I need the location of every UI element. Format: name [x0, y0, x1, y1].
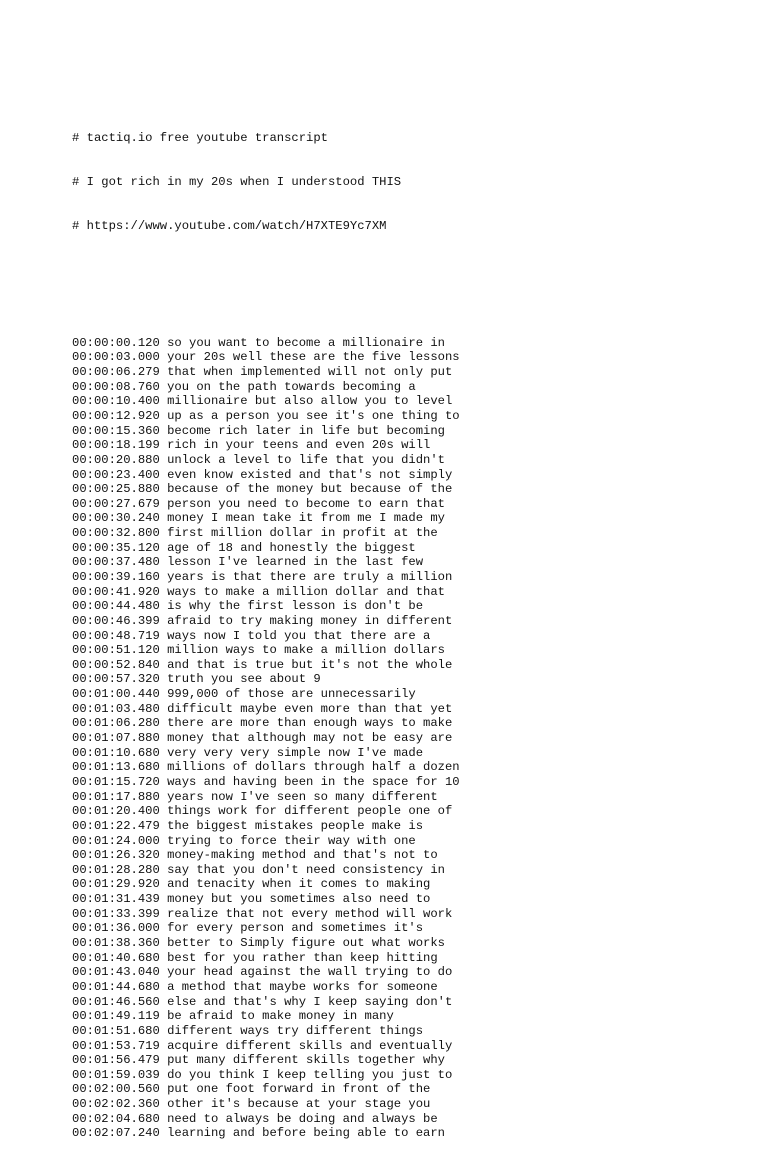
caption-text: do you think I keep telling you just to [167, 1067, 453, 1082]
timestamp: 00:01:10.680 [72, 745, 160, 760]
transcript-line [72, 643, 712, 658]
transcript-line [72, 394, 712, 409]
timestamp: 00:01:13.680 [72, 760, 160, 775]
transcript-body [72, 336, 712, 1141]
caption-text: become rich later in life but becoming [167, 423, 445, 438]
caption-text: money-making method and that's not to [167, 848, 438, 863]
transcript-header [72, 101, 712, 262]
caption-text: age of 18 and honestly the biggest [167, 540, 416, 555]
timestamp: 00:00:20.880 [72, 452, 160, 467]
caption-text: your 20s well these are the five lessons [167, 350, 460, 365]
caption-text: and tenacity when it comes to making [167, 877, 431, 892]
transcript-line [72, 921, 712, 936]
timestamp: 00:01:33.399 [72, 906, 160, 921]
caption-text: is why the first lesson is don't be [167, 599, 424, 614]
caption-text: best for you rather than keep hitting [167, 950, 438, 965]
caption-text: because of the money but because of the [167, 482, 453, 497]
transcript-line [72, 834, 712, 849]
transcript-line [72, 936, 712, 951]
transcript-document [72, 72, 712, 1156]
transcript-line [72, 570, 712, 585]
transcript-line [72, 511, 712, 526]
caption-text: ways to make a million dollar and that [167, 584, 445, 599]
transcript-line [72, 877, 712, 892]
transcript-line [72, 658, 712, 673]
caption-text: say that you don't need consistency in [167, 862, 445, 877]
caption-text: money that although may not be easy are [167, 731, 453, 746]
timestamp: 00:01:40.680 [72, 950, 160, 965]
caption-text: that when implemented will not only put [167, 365, 453, 380]
transcript-line [72, 350, 712, 365]
caption-text: else and that's why I keep saying don't [167, 994, 453, 1009]
transcript-line [72, 760, 712, 775]
timestamp: 00:01:36.000 [72, 921, 160, 936]
header-source-line: # tactiq.io free youtube transcript [72, 130, 328, 145]
transcript-line [72, 336, 712, 351]
transcript-line [72, 804, 712, 819]
timestamp: 00:01:31.439 [72, 892, 160, 907]
timestamp: 00:01:53.719 [72, 1038, 160, 1053]
caption-text: need to always be doing and always be [167, 1111, 438, 1126]
transcript-line [72, 1082, 712, 1097]
transcript-line [72, 585, 712, 600]
transcript-line [72, 702, 712, 717]
transcript-line [72, 599, 712, 614]
timestamp: 00:01:22.479 [72, 818, 160, 833]
timestamp: 00:01:46.560 [72, 994, 160, 1009]
timestamp: 00:01:44.680 [72, 979, 160, 994]
caption-text: lesson I've learned in the last few [167, 555, 424, 570]
caption-text: put many different skills together why [167, 1053, 445, 1068]
caption-text: other it's because at your stage you [167, 1097, 431, 1112]
caption-text: millions of dollars through half a dozen [167, 760, 460, 775]
timestamp: 00:00:44.480 [72, 599, 160, 614]
caption-text: realize that not every method will work [167, 906, 453, 921]
transcript-line [72, 468, 712, 483]
timestamp: 00:01:07.880 [72, 731, 160, 746]
caption-text: afraid to try making money in different [167, 613, 453, 628]
timestamp: 00:00:35.120 [72, 540, 160, 555]
transcript-line [72, 995, 712, 1010]
timestamp: 00:01:51.680 [72, 1023, 160, 1038]
caption-text: there are more than enough ways to make [167, 716, 453, 731]
caption-text: up as a person you see it's one thing to [167, 408, 460, 423]
timestamp: 00:01:28.280 [72, 862, 160, 877]
timestamp: 00:01:49.119 [72, 1009, 160, 1024]
transcript-line [72, 951, 712, 966]
transcript-line [72, 907, 712, 922]
header-title-line: # I got rich in my 20s when I understood THIS [72, 174, 402, 189]
transcript-line [72, 497, 712, 512]
timestamp: 00:00:48.719 [72, 628, 160, 643]
caption-text: put one foot forward in front of the [167, 1082, 431, 1097]
caption-text: money I mean take it from me I made my [167, 511, 445, 526]
timestamp: 00:00:12.920 [72, 408, 160, 423]
caption-text: unlock a level to life that you didn't [167, 452, 445, 467]
transcript-line [72, 1112, 712, 1127]
header-spacer [72, 292, 712, 307]
transcript-line [72, 1126, 712, 1141]
timestamp: 00:00:52.840 [72, 657, 160, 672]
transcript-line [72, 629, 712, 644]
transcript-line [72, 848, 712, 863]
timestamp: 00:02:02.360 [72, 1097, 160, 1112]
timestamp: 00:02:07.240 [72, 1126, 160, 1141]
timestamp: 00:00:51.120 [72, 643, 160, 658]
timestamp: 00:00:03.000 [72, 350, 160, 365]
transcript-line [72, 892, 712, 907]
transcript-line [72, 672, 712, 687]
transcript-line [72, 1097, 712, 1112]
caption-text: trying to force their way with one [167, 833, 416, 848]
caption-text: be afraid to make money in many [167, 1009, 394, 1024]
caption-text: 999,000 of those are unnecessarily [167, 687, 416, 702]
caption-text: learning and before being able to earn [167, 1126, 445, 1141]
transcript-line [72, 438, 712, 453]
timestamp: 00:00:08.760 [72, 379, 160, 394]
caption-text: years now I've seen so many different [167, 789, 438, 804]
timestamp: 00:00:00.120 [72, 335, 160, 350]
caption-text: years is that there are truly a million [167, 570, 453, 584]
transcript-line [72, 380, 712, 395]
timestamp: 00:01:26.320 [72, 848, 160, 863]
timestamp: 00:00:06.279 [72, 365, 160, 380]
timestamp: 00:01:06.280 [72, 716, 160, 731]
transcript-line [72, 453, 712, 468]
transcript-line [72, 482, 712, 497]
caption-text: difficult maybe even more than that yet [167, 701, 453, 716]
timestamp: 00:00:23.400 [72, 467, 160, 482]
timestamp: 00:01:56.479 [72, 1053, 160, 1068]
caption-text: million ways to make a million dollars [167, 643, 445, 658]
caption-text: person you need to become to earn that [167, 496, 445, 511]
transcript-line [72, 365, 712, 380]
timestamp: 00:00:32.800 [72, 526, 160, 541]
timestamp: 00:00:15.360 [72, 423, 160, 438]
timestamp: 00:00:30.240 [72, 511, 160, 526]
caption-text: money but you sometimes also need to [167, 892, 431, 907]
caption-text: things work for different people one of [167, 804, 453, 819]
timestamp: 00:01:43.040 [72, 965, 160, 980]
timestamp: 00:00:41.920 [72, 584, 160, 599]
caption-text: truth you see about 9 [167, 672, 321, 687]
transcript-line [72, 775, 712, 790]
transcript-line [72, 687, 712, 702]
timestamp: 00:02:04.680 [72, 1111, 160, 1126]
timestamp: 00:00:46.399 [72, 613, 160, 628]
transcript-line [72, 716, 712, 731]
transcript-line [72, 1024, 712, 1039]
timestamp: 00:00:18.199 [72, 438, 160, 453]
timestamp: 00:01:29.920 [72, 877, 160, 892]
caption-text: better to Simply figure out what works [167, 936, 445, 951]
caption-text: very very very simple now I've made [167, 745, 424, 760]
caption-text: your head against the wall trying to do [167, 965, 453, 980]
caption-text: the biggest mistakes people make is [167, 818, 424, 833]
caption-text: rich in your teens and even 20s will [167, 438, 431, 453]
timestamp: 00:01:03.480 [72, 701, 160, 716]
timestamp: 00:00:39.160 [72, 570, 160, 584]
timestamp: 00:00:57.320 [72, 672, 160, 687]
caption-text: so you want to become a millionaire in [167, 335, 445, 350]
caption-text: first million dollar in profit at the [167, 526, 438, 541]
transcript-line [72, 731, 712, 746]
timestamp: 00:01:00.440 [72, 687, 160, 702]
transcript-line [72, 819, 712, 834]
transcript-line [72, 424, 712, 439]
caption-text: you on the path towards becoming a [167, 379, 416, 394]
transcript-line [72, 541, 712, 556]
transcript-line [72, 746, 712, 761]
caption-text: and that is true but it's not the whole [167, 657, 453, 672]
timestamp: 00:00:10.400 [72, 394, 160, 409]
caption-text: for every person and sometimes it's [167, 921, 424, 936]
transcript-line [72, 790, 712, 805]
header-url-line: # https://www.youtube.com/watch/H7XTE9Yc7XM [72, 218, 387, 233]
timestamp: 00:01:59.039 [72, 1067, 160, 1082]
timestamp: 00:01:20.400 [72, 804, 160, 819]
transcript-line [72, 1053, 712, 1068]
timestamp: 00:01:17.880 [72, 789, 160, 804]
timestamp: 00:01:24.000 [72, 833, 160, 848]
transcript-line [72, 526, 712, 541]
transcript-line [72, 614, 712, 629]
transcript-line [72, 1068, 712, 1083]
caption-text: even know existed and that's not simply [167, 467, 453, 482]
transcript-line [72, 555, 712, 570]
transcript-line [72, 863, 712, 878]
caption-text: a method that maybe works for someone [167, 979, 438, 994]
caption-text: ways now I told you that there are a [167, 628, 431, 643]
timestamp: 00:01:15.720 [72, 774, 160, 789]
transcript-line [72, 1009, 712, 1024]
timestamp: 00:00:25.880 [72, 482, 160, 497]
timestamp: 00:00:37.480 [72, 555, 160, 570]
caption-text: ways and having been in the space for 10 [167, 774, 460, 789]
transcript-line [72, 409, 712, 424]
transcript-line [72, 980, 712, 995]
caption-text: millionaire but also allow you to level [167, 394, 453, 409]
caption-text: acquire different skills and eventually [167, 1038, 453, 1053]
transcript-line [72, 1039, 712, 1054]
timestamp: 00:02:00.560 [72, 1082, 160, 1097]
timestamp: 00:01:38.360 [72, 936, 160, 951]
caption-text: different ways try different things [167, 1023, 424, 1038]
transcript-line [72, 965, 712, 980]
timestamp: 00:00:27.679 [72, 496, 160, 511]
